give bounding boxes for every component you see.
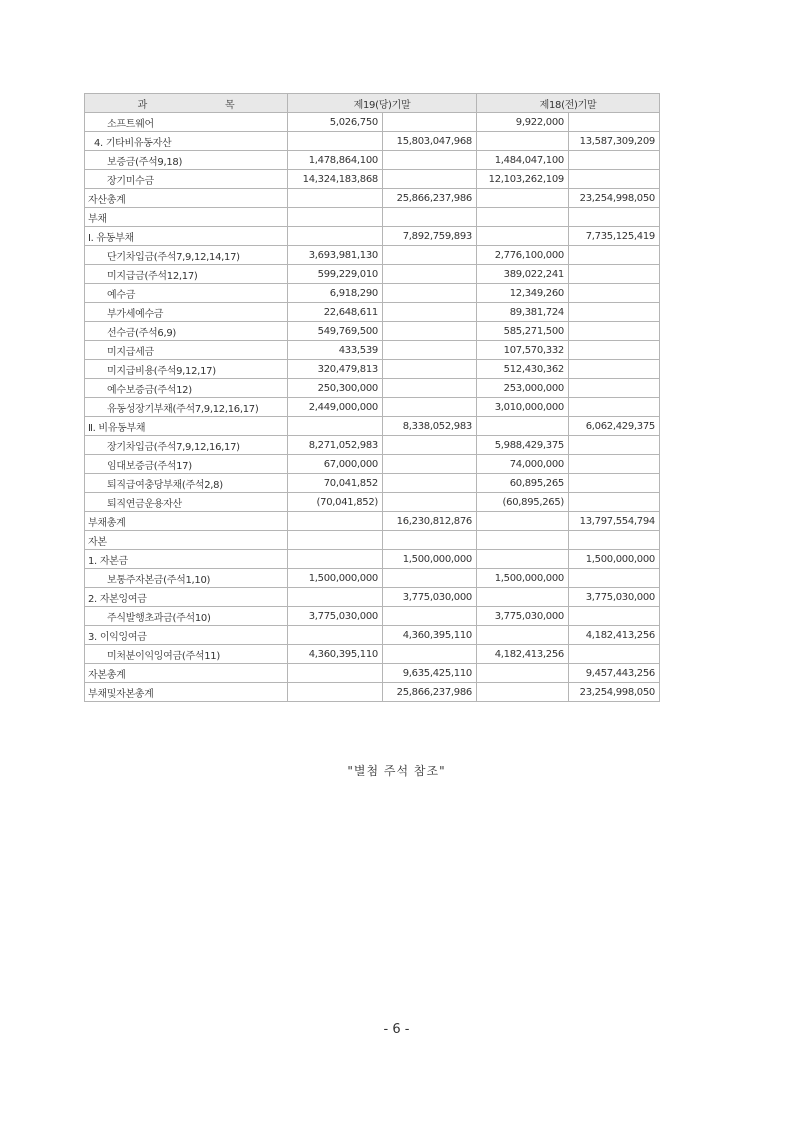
- current-detail: 433,539: [288, 341, 383, 360]
- prior-detail: [477, 626, 569, 645]
- table-row: [85, 550, 660, 569]
- table-row: [85, 170, 660, 189]
- current-detail: [288, 189, 383, 208]
- prior-total: [569, 246, 660, 265]
- account-name: 보증금(주석9,18): [85, 151, 288, 170]
- prior-total: [569, 607, 660, 626]
- current-detail: 320,479,813: [288, 360, 383, 379]
- current-total: [383, 569, 477, 588]
- account-name: 보통주자본금(주석1,10): [85, 569, 288, 588]
- prior-detail: [477, 512, 569, 531]
- current-total: 3,775,030,000: [383, 588, 477, 607]
- current-detail: 6,918,290: [288, 284, 383, 303]
- prior-detail: 60,895,265: [477, 474, 569, 493]
- table-row: [85, 474, 660, 493]
- current-detail: 70,041,852: [288, 474, 383, 493]
- table-row: [85, 569, 660, 588]
- prior-detail: [477, 208, 569, 227]
- current-detail: 599,229,010: [288, 265, 383, 284]
- account-name: 부채: [85, 208, 288, 227]
- current-total: 4,360,395,110: [383, 626, 477, 645]
- prior-total: [569, 455, 660, 474]
- prior-total: [569, 493, 660, 512]
- prior-total: [569, 303, 660, 322]
- header-current-period: 제19(당)기말: [288, 94, 477, 113]
- account-name: Ⅱ. 비유동부채: [85, 417, 288, 436]
- current-detail: 1,500,000,000: [288, 569, 383, 588]
- prior-total: 13,587,309,209: [569, 132, 660, 151]
- account-name: 미지급비용(주석9,12,17): [85, 360, 288, 379]
- prior-total: [569, 208, 660, 227]
- current-detail: [288, 550, 383, 569]
- table-row: [85, 417, 660, 436]
- account-name: 부채및자본총계: [85, 683, 288, 702]
- table-row: [85, 398, 660, 417]
- prior-total: 13,797,554,794: [569, 512, 660, 531]
- table-row: [85, 208, 660, 227]
- prior-detail: [477, 189, 569, 208]
- current-detail: 5,026,750: [288, 113, 383, 132]
- prior-detail: 12,349,260: [477, 284, 569, 303]
- prior-detail: 2,776,100,000: [477, 246, 569, 265]
- prior-total: [569, 436, 660, 455]
- table-row: [85, 189, 660, 208]
- prior-detail: 89,381,724: [477, 303, 569, 322]
- current-total: [383, 170, 477, 189]
- account-name: 장기미수금: [85, 170, 288, 189]
- current-total: [383, 265, 477, 284]
- account-name: 자본: [85, 531, 288, 550]
- current-total: [383, 246, 477, 265]
- account-name: 임대보증금(주석17): [85, 455, 288, 474]
- prior-detail: [477, 132, 569, 151]
- current-total: [383, 436, 477, 455]
- account-name: 자산총계: [85, 189, 288, 208]
- account-name: 예수보증금(주석12): [85, 379, 288, 398]
- account-name: 1. 자본금: [85, 550, 288, 569]
- prior-detail: 389,022,241: [477, 265, 569, 284]
- prior-total: [569, 569, 660, 588]
- current-detail: [288, 588, 383, 607]
- prior-total: [569, 398, 660, 417]
- prior-detail: 5,988,429,375: [477, 436, 569, 455]
- current-total: [383, 341, 477, 360]
- prior-total: [569, 284, 660, 303]
- current-total: [383, 379, 477, 398]
- account-name: 미지급세금: [85, 341, 288, 360]
- current-total: 7,892,759,893: [383, 227, 477, 246]
- table-row: [85, 645, 660, 664]
- account-name: 미처분이익잉여금(주석11): [85, 645, 288, 664]
- prior-total: 9,457,443,256: [569, 664, 660, 683]
- current-detail: 22,648,611: [288, 303, 383, 322]
- table-row: [85, 531, 660, 550]
- page-number: - 6 -: [383, 1022, 410, 1037]
- header-account-a: 과: [137, 99, 147, 111]
- prior-detail: 253,000,000: [477, 379, 569, 398]
- current-detail: (70,041,852): [288, 493, 383, 512]
- prior-total: [569, 360, 660, 379]
- prior-total: 4,182,413,256: [569, 626, 660, 645]
- table-row: [85, 512, 660, 531]
- current-detail: 3,775,030,000: [288, 607, 383, 626]
- prior-detail: 3,775,030,000: [477, 607, 569, 626]
- current-detail: [288, 683, 383, 702]
- account-name: 4. 기타비유동자산: [85, 132, 288, 151]
- prior-detail: [477, 550, 569, 569]
- table-row: [85, 588, 660, 607]
- table-body: [85, 113, 660, 702]
- account-name: 주식발행초과금(주석10): [85, 607, 288, 626]
- current-total: 25,866,237,986: [383, 189, 477, 208]
- prior-total: [569, 265, 660, 284]
- current-total: 1,500,000,000: [383, 550, 477, 569]
- current-detail: 2,449,000,000: [288, 398, 383, 417]
- current-detail: 8,271,052,983: [288, 436, 383, 455]
- current-total: [383, 455, 477, 474]
- current-detail: 67,000,000: [288, 455, 383, 474]
- prior-detail: [477, 417, 569, 436]
- table-row: [85, 132, 660, 151]
- current-total: 8,338,052,983: [383, 417, 477, 436]
- current-total: [383, 493, 477, 512]
- prior-total: 6,062,429,375: [569, 417, 660, 436]
- account-name: 3. 이익잉여금: [85, 626, 288, 645]
- table-row: [85, 265, 660, 284]
- current-detail: [288, 531, 383, 550]
- account-name: 자본총계: [85, 664, 288, 683]
- current-total: [383, 474, 477, 493]
- footnote: "별첨 주석 참조": [347, 764, 446, 778]
- table-row: [85, 626, 660, 645]
- prior-total: [569, 341, 660, 360]
- table-row: [85, 436, 660, 455]
- current-detail: 549,769,500: [288, 322, 383, 341]
- header-account: [85, 94, 288, 113]
- current-total: [383, 531, 477, 550]
- prior-detail: 12,103,262,109: [477, 170, 569, 189]
- current-total: [383, 398, 477, 417]
- prior-total: [569, 322, 660, 341]
- prior-detail: 1,484,047,100: [477, 151, 569, 170]
- current-detail: [288, 512, 383, 531]
- header-prior-period: 제18(전)기말: [477, 94, 660, 113]
- current-total: [383, 151, 477, 170]
- account-name: 소프트웨어: [85, 113, 288, 132]
- account-name: 선수금(주석6,9): [85, 322, 288, 341]
- table-row: [85, 493, 660, 512]
- current-detail: [288, 227, 383, 246]
- table-row: [85, 455, 660, 474]
- prior-detail: 512,430,362: [477, 360, 569, 379]
- current-total: 15,803,047,968: [383, 132, 477, 151]
- prior-total: 1,500,000,000: [569, 550, 660, 569]
- prior-detail: (60,895,265): [477, 493, 569, 512]
- prior-detail: 585,271,500: [477, 322, 569, 341]
- table-row: [85, 607, 660, 626]
- table-row: [85, 227, 660, 246]
- current-total: [383, 208, 477, 227]
- prior-detail: 1,500,000,000: [477, 569, 569, 588]
- table-header-row: [85, 94, 660, 113]
- table-row: [85, 322, 660, 341]
- prior-detail: [477, 664, 569, 683]
- current-detail: 14,324,183,868: [288, 170, 383, 189]
- table-row: [85, 341, 660, 360]
- account-name: Ⅰ. 유동부채: [85, 227, 288, 246]
- prior-total: 7,735,125,419: [569, 227, 660, 246]
- table-row: [85, 284, 660, 303]
- financial-statement-table: [84, 93, 660, 702]
- prior-detail: [477, 227, 569, 246]
- prior-total: [569, 151, 660, 170]
- current-detail: [288, 208, 383, 227]
- prior-detail: 107,570,332: [477, 341, 569, 360]
- prior-detail: 4,182,413,256: [477, 645, 569, 664]
- table-row: [85, 360, 660, 379]
- current-detail: [288, 664, 383, 683]
- current-detail: [288, 626, 383, 645]
- current-detail: 1,478,864,100: [288, 151, 383, 170]
- account-name: 예수금: [85, 284, 288, 303]
- account-name: 장기차입금(주석7,9,12,16,17): [85, 436, 288, 455]
- prior-detail: 3,010,000,000: [477, 398, 569, 417]
- account-name: 미지급금(주석12,17): [85, 265, 288, 284]
- prior-total: [569, 645, 660, 664]
- account-name: 유동성장기부채(주석7,9,12,16,17): [85, 398, 288, 417]
- current-total: [383, 113, 477, 132]
- table-row: [85, 379, 660, 398]
- table-row: [85, 246, 660, 265]
- current-detail: 3,693,981,130: [288, 246, 383, 265]
- current-total: [383, 303, 477, 322]
- prior-detail: [477, 683, 569, 702]
- account-name: 부가세예수금: [85, 303, 288, 322]
- current-detail: [288, 132, 383, 151]
- prior-detail: [477, 588, 569, 607]
- current-total: [383, 284, 477, 303]
- prior-detail: [477, 531, 569, 550]
- current-total: 16,230,812,876: [383, 512, 477, 531]
- current-total: [383, 645, 477, 664]
- current-detail: 250,300,000: [288, 379, 383, 398]
- prior-total: 3,775,030,000: [569, 588, 660, 607]
- table-row: [85, 151, 660, 170]
- prior-total: [569, 531, 660, 550]
- prior-total: [569, 474, 660, 493]
- table-row: [85, 683, 660, 702]
- current-total: [383, 360, 477, 379]
- table-row: [85, 113, 660, 132]
- header-account-b: 목: [225, 99, 235, 111]
- current-total: 9,635,425,110: [383, 664, 477, 683]
- prior-total: [569, 113, 660, 132]
- current-total: [383, 607, 477, 626]
- current-detail: 4,360,395,110: [288, 645, 383, 664]
- table-row: [85, 664, 660, 683]
- account-name: 퇴직급여충당부채(주석2,8): [85, 474, 288, 493]
- table-row: [85, 303, 660, 322]
- current-detail: [288, 417, 383, 436]
- prior-detail: 9,922,000: [477, 113, 569, 132]
- account-name: 2. 자본잉여금: [85, 588, 288, 607]
- account-name: 부채총계: [85, 512, 288, 531]
- prior-total: [569, 170, 660, 189]
- current-total: [383, 322, 477, 341]
- prior-total: 23,254,998,050: [569, 683, 660, 702]
- prior-total: [569, 379, 660, 398]
- current-total: 25,866,237,986: [383, 683, 477, 702]
- prior-detail: 74,000,000: [477, 455, 569, 474]
- prior-total: 23,254,998,050: [569, 189, 660, 208]
- account-name: 단기차입금(주석7,9,12,14,17): [85, 246, 288, 265]
- account-name: 퇴직연금운용자산: [85, 493, 288, 512]
